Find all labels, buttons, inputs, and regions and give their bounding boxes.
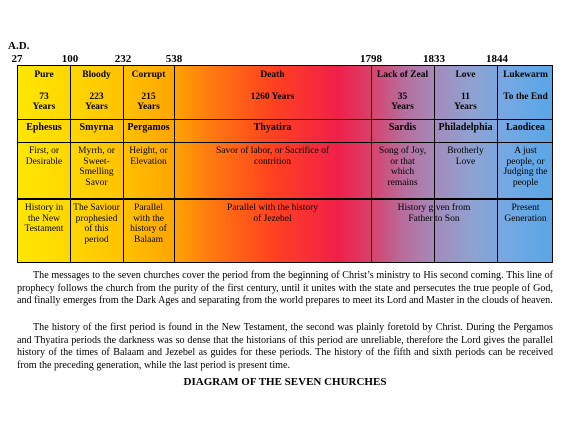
church-name: Philadelphia xyxy=(438,122,493,133)
diagram-caption: DIAGRAM OF THE SEVEN CHURCHES xyxy=(183,376,387,388)
period-unit: Years xyxy=(391,102,414,113)
church-name: Thyatira xyxy=(253,122,292,133)
year-label: 232 xyxy=(114,53,132,65)
period-sardis-summary xyxy=(371,70,434,118)
period-thyatira-summary xyxy=(174,70,371,118)
period-philadelphia-summary xyxy=(434,70,497,118)
period-duration: 223 xyxy=(89,91,104,102)
year-label: 1833 xyxy=(423,53,445,65)
period-duration: 35 xyxy=(397,91,408,102)
era-label: A.D. xyxy=(8,40,30,52)
explanation-paragraph: The history of the first period is found in the New Testament, the second was plainly foretold by Christ. During the Pergamos and Thyatira periods the darkness was so dense that the historians of this period are unreliable, therefore the Lord gives the parallel history of the times of Balaam and Jezebel as guides for these periods. The history of the fifth and sixth periods can be received from the preceding generation, while the last period is present time. xyxy=(17,322,553,371)
seven-churches-chart xyxy=(17,65,553,263)
period-laodicea-summary xyxy=(497,70,554,118)
church-meaning: Savor of labor, or Sacrifice of contrition xyxy=(215,146,330,167)
period-label: Love xyxy=(455,70,476,80)
church-meaning: Height, or Elevation xyxy=(129,146,168,167)
period-duration: 73 xyxy=(39,91,49,102)
period-unit: Years xyxy=(454,102,477,113)
church-name: Sardis xyxy=(388,122,417,133)
period-duration: 215 xyxy=(141,91,156,102)
row-divider xyxy=(18,119,552,120)
history-source: Parallel with the history of Balaam xyxy=(130,203,167,245)
period-label: Pure xyxy=(34,70,54,80)
period-smyrna-summary xyxy=(70,70,123,118)
history-source: Present Generation xyxy=(504,203,547,224)
church-meaning: Song of Joy, or that which remains xyxy=(378,146,427,188)
church-meaning: A just people, or Judging the people xyxy=(503,146,548,188)
period-pergamos-summary xyxy=(123,70,174,118)
period-duration: 11 xyxy=(461,91,470,102)
year-label: 538 xyxy=(165,53,183,65)
period-ephesus-summary xyxy=(18,70,70,118)
shared-history-source: History given from Father to Son xyxy=(397,203,471,224)
church-name: Laodicea xyxy=(506,122,545,133)
explanation-paragraph: The messages to the seven churches cover the period from the beginning of Christ’s ministry to His second coming. This line of prophecy follows the church from the purity of the first century, until it unites with the state and persecutes the true people of God, and finally emerges from the Dark Ages and separating from the world prepares to meet its Lord and Master in the clouds of heaven. xyxy=(17,270,553,307)
period-unit: Years xyxy=(85,102,108,113)
church-name: Ephesus xyxy=(26,122,62,133)
period-duration: 1260 Years xyxy=(250,91,295,102)
period-label: Lukewarm xyxy=(503,70,548,80)
year-label: 27 xyxy=(11,53,23,65)
history-source: The Saviour prophesied of this period xyxy=(73,203,120,245)
church-name: Pergamos xyxy=(127,122,170,133)
church-meaning: Brotherly Love xyxy=(447,146,484,167)
history-source: Parallel with the history of Jezebel xyxy=(226,203,319,224)
row-divider xyxy=(18,142,552,143)
period-unit: Years xyxy=(32,102,56,113)
year-label: 100 xyxy=(61,53,79,65)
church-name: Smyrna xyxy=(79,122,114,133)
church-meaning: Myrrh, or Sweet-Smelling Savor xyxy=(78,146,115,188)
period-label: Corrupt xyxy=(131,70,166,80)
year-label: 1798 xyxy=(360,53,382,65)
history-source: History in the New Testament xyxy=(24,203,64,235)
period-label: Bloody xyxy=(82,70,111,80)
period-duration: To the End xyxy=(503,91,548,102)
period-label: Lack of Zeal xyxy=(376,70,429,80)
church-meaning: First, or Desirable xyxy=(25,146,63,167)
year-label: 1844 xyxy=(486,53,508,65)
period-label: Death xyxy=(260,70,285,80)
period-unit: Years xyxy=(137,102,160,113)
